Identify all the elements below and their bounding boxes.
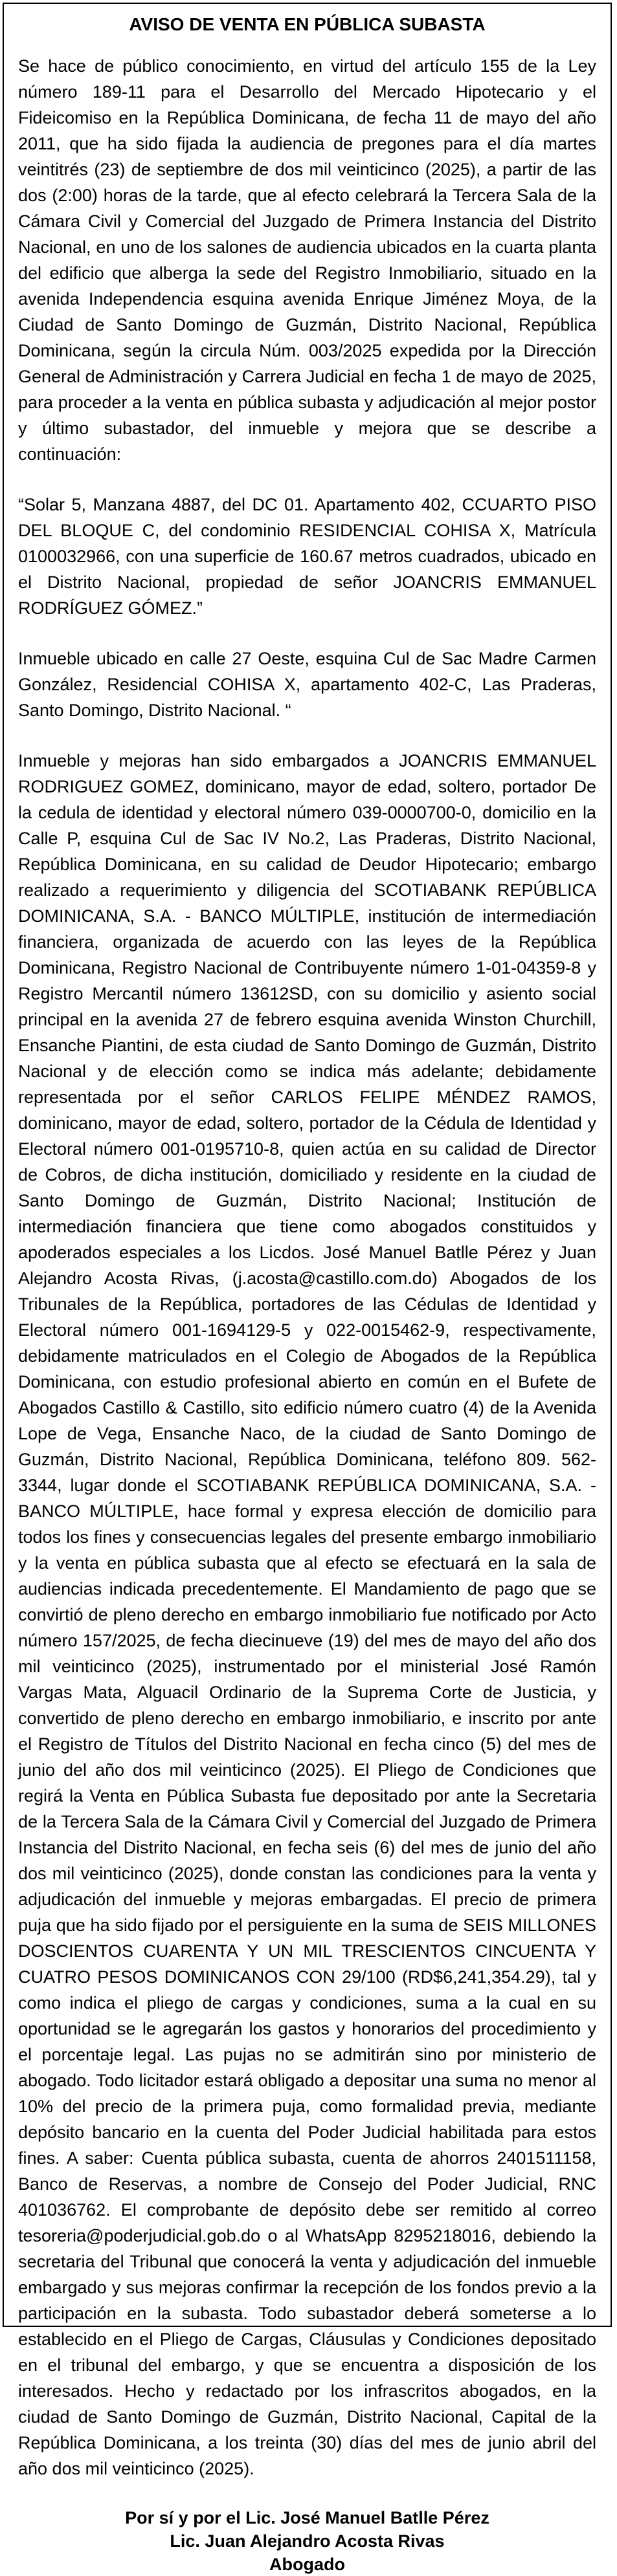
signature-block xyxy=(18,2506,596,2576)
paragraph-property-location: Inmueble ubicado en calle 27 Oeste, esquina Cul de Sac Madre Carmen González, Residencial COHISA X, apartamento 402-C, Las Praderas, Santo Domingo, Distrito Nacional. “ xyxy=(18,649,596,720)
notice-title: AVISO DE VENTA EN PÚBLICA SUBASTA xyxy=(129,14,486,34)
signature-line-3: Abogado xyxy=(269,2555,345,2574)
notice-frame xyxy=(3,3,612,2574)
paragraph-embargo-details: Inmueble y mejoras han sido embargados a JOANCRIS EMMANUEL RODRIGUEZ GOMEZ, dominicano, mayor de edad, soltero, portador De la cedula de identidad y electoral número 039-0000700-0, domicilio en la Calle P, esquina Cul de Sac IV No.2, Las Praderas, Distrito Nacional, República Dominicana, en su calidad de Deudor Hipotecario; embargo realizado a requerimiento y diligencia del SCOTIABANK REPÚBLICA DOMINICANA, S.A. - BANCO MÚLTIPLE, institución de intermediación financiera, organizada de acuerdo con las leyes de la República Dominicana, Registro Nacional de Contribuyente número 1-01-04359-8 y Registro Mercantil número 13612SD, con su domicilio y asiento social principal en la avenida 27 de febrero esquina avenida Winston Churchill, Ensanche Piantini, de esta ciudad de Santo Domingo de Guzmán, Distrito Nacional y de elección como se indica más adelante; debidamente representada por el señor CARLOS FELIPE MÉNDEZ RAMOS, dominicano, mayor de edad, soltero, portador de la Cédula de Identidad y Electoral número 001-0195710-8, quien actúa en su calidad de Director de Cobros, de dicha institución, domiciliado y residente en la ciudad de Santo Domingo de Guzmán, Distrito Nacional; Institución de intermediación financiera que tiene como abogados constituidos y apoderados especiales a los Licdos. José Manuel Batlle Pérez y Juan Alejandro Acosta Rivas, (j.acosta@castillo.com.do) Abogados de los Tribunales de la República, portadores de las Cédulas de Identidad y Electoral número 001-1694129-5 y 022-0015462-9, respectivamente, debidamente matriculados en el Colegio de Abogados de la República Dominicana, con estudio profesional abierto en común en el Bufete de Abogados Castillo & Castillo, sito edificio número cuatro (4) de la Avenida Lope de Vega, Ensanche Naco, de la ciudad de Santo Domingo de Guzmán, Distrito Nacional, República Dominicana, teléfono 809. 562-3344, lugar donde el SCOTIABANK REPÚBLICA DOMINICANA, S.A. - BANCO MÚLTIPLE, hace formal y expresa elección de domicilio para todos los fines y consecuencias legales del presente embargo inmobiliario y la venta en pública subasta que al efecto se efectuará en la sala de audiencias indicada precedentemente. El Mandamiento de pago que se convirtió de pleno derecho en embargo inmobiliario fue notificado por Acto número 157/2025, de fecha diecinueve (19) del mes de mayo del año dos mil veinticinco (2025), instrumentado por el ministerial José Ramón Vargas Mata, Alguacil Ordinario de la Suprema Corte de Justicia, y convertido de pleno derecho en embargo inmobiliario, e inscrito por ante el Registro de Títulos del Distrito Nacional en fecha cinco (5) del mes de junio del año dos mil veinticinco (2025). El Pliego de Condiciones que regirá la Venta en Pública Subasta fue depositado por ante la Secretaria de la Tercera Sala de la Cámara Civil y Comercial del Juzgado de Primera Instancia del Distrito Nacional, en fecha seis (6) del mes de junio del año dos mil veinticinco (2025), donde constan las condiciones para la venta y adjudicación del inmueble y mejoras embargadas. El precio de primera puja que ha sido fijado por el persiguiente en la suma de SEIS MILLONES DOSCIENTOS CUARENTA Y UN MIL TRESCIENTOS CINCUENTA Y CUATRO PESOS DOMINICANOS CON 29/100 (RD$6,241,354.29), tal y como indica el pliego de cargas y condiciones, suma a la cual en su oportunidad se le agregarán los gastos y honorarios del procedimiento y el porcentaje legal. Las pujas no se admitirán sino por ministerio de abogado. Todo licitador estará obligado a depositar una suma no menor al 10% del precio de la primera puja, como formalidad previa, mediante depósito bancario en la cuenta del Poder Judicial habilitada para estos fines. A saber: Cuenta pública subasta, cuenta de ahorros 2401511158, Banco de Reservas, a nombre de Consejo del Poder Judicial, RNC 401036762. El comprobante de depósito debe ser remitido al correo tesoreria@poderjudicial.gob.do o al WhatsApp 8295218016, debiendo la secretaria del Tribunal que conocerá la venta y adjudicación del inmueble embargado y sus mejoras confirmar la recepción de los fondos previo a la participación en la subasta. Todo subastador deberá someterse a lo establecido en el Pliego de Cargas, Cláusulas y Condiciones depositado en el tribunal del embargo, y que se encuentra a disposición de los interesados. Hecho y redactado por los infrascritos abogados, en la ciudad de Santo Domingo de Guzmán, Distrito Nacional, Capital de la República Dominicana, a los treinta (30) días del mes de junio abril del año dos mil veinticinco (2025). xyxy=(18,751,596,2478)
signature-line-2: Lic. Juan Alejandro Acosta Rivas xyxy=(170,2531,445,2551)
paragraph-announcement: Se hace de público conocimiento, en virtud del artículo 155 de la Ley número 189-11 para el Desarrollo del Mercado Hipotecario y el Fideicomiso en la República Dominicana, de fecha 11 de mayo del año 2011, que ha sido fijada la audiencia de pregones para el día martes veintitrés (23) de septiembre de dos mil veinticinco (2025), a partir de las dos (2:00) horas de la tarde, que al efecto celebrará la Tercera Sala de la Cámara Civil y Comercial del Juzgado de Primera Instancia del Distrito Nacional, en uno de los salones de audiencia ubicados en la cuarta planta del edificio que alberga la sede del Registro Inmobiliario, situado en la avenida Independencia esquina avenida Enrique Jiménez Moya, de la Ciudad de Santo Domingo de Guzmán, Distrito Nacional, República Dominicana, según la circula Núm. 003/2025 expedida por la Dirección General de Administración y Carrera Judicial en fecha 1 de mayo de 2025, para proceder a la venta en pública subasta y adjudicación al mejor postor y último subastador, del inmueble y mejora que se describe a continuación: xyxy=(18,56,596,464)
signature-line-1: Por sí y por el Lic. José Manuel Batlle Pérez xyxy=(125,2508,489,2527)
paragraph-property-description: “Solar 5, Manzana 4887, del DC 01. Apartamento 402, CCUARTO PISO DEL BLOQUE C, del condominio RESIDENCIAL COHISA X, Matrícula 0100032966, con una superficie de 160.67 metros cuadrados, ubicado en el Distrito Nacional, propiedad de señor JOANCRIS EMMANUEL RODRÍGUEZ GÓMEZ.” xyxy=(18,495,596,618)
